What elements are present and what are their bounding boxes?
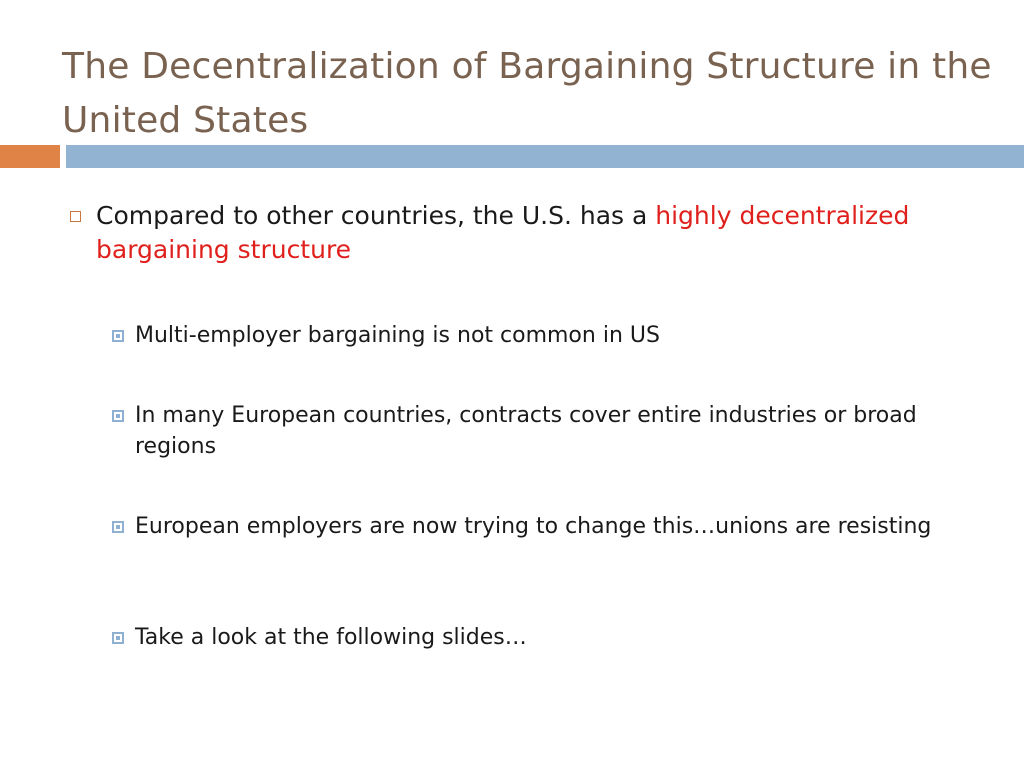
sub-bullet (112, 622, 952, 653)
sub-bullet (112, 511, 952, 542)
sub-bullet (112, 400, 952, 462)
main-bullet-lead: Compared to other countries, the U.S. has a (96, 201, 656, 230)
sub-bullet-text: Take a look at the following slides… (135, 625, 527, 650)
hollow-square-icon (70, 211, 81, 222)
nested-square-icon (112, 521, 124, 533)
nested-square-icon (112, 410, 124, 422)
sub-bullet (112, 320, 952, 351)
main-bullet (70, 199, 950, 267)
main-bullet-text (96, 199, 950, 267)
nested-square-icon (112, 330, 124, 342)
title-rule-orange (0, 145, 60, 168)
title-rule-blue (66, 145, 1024, 168)
main-bullet-highlight: highly decentralized bargaining structure (96, 201, 910, 264)
sub-bullet-text: In many European countries, contracts cover entire industries or broad regions (135, 403, 917, 459)
sub-bullet-text: Multi-employer bargaining is not common in US (135, 323, 660, 348)
slide-title: The Decentralization of Bargaining Structure in the United States (62, 46, 992, 141)
nested-square-icon (112, 632, 124, 644)
sub-bullet-text: European employers are now trying to change this…unions are resisting (135, 514, 932, 539)
